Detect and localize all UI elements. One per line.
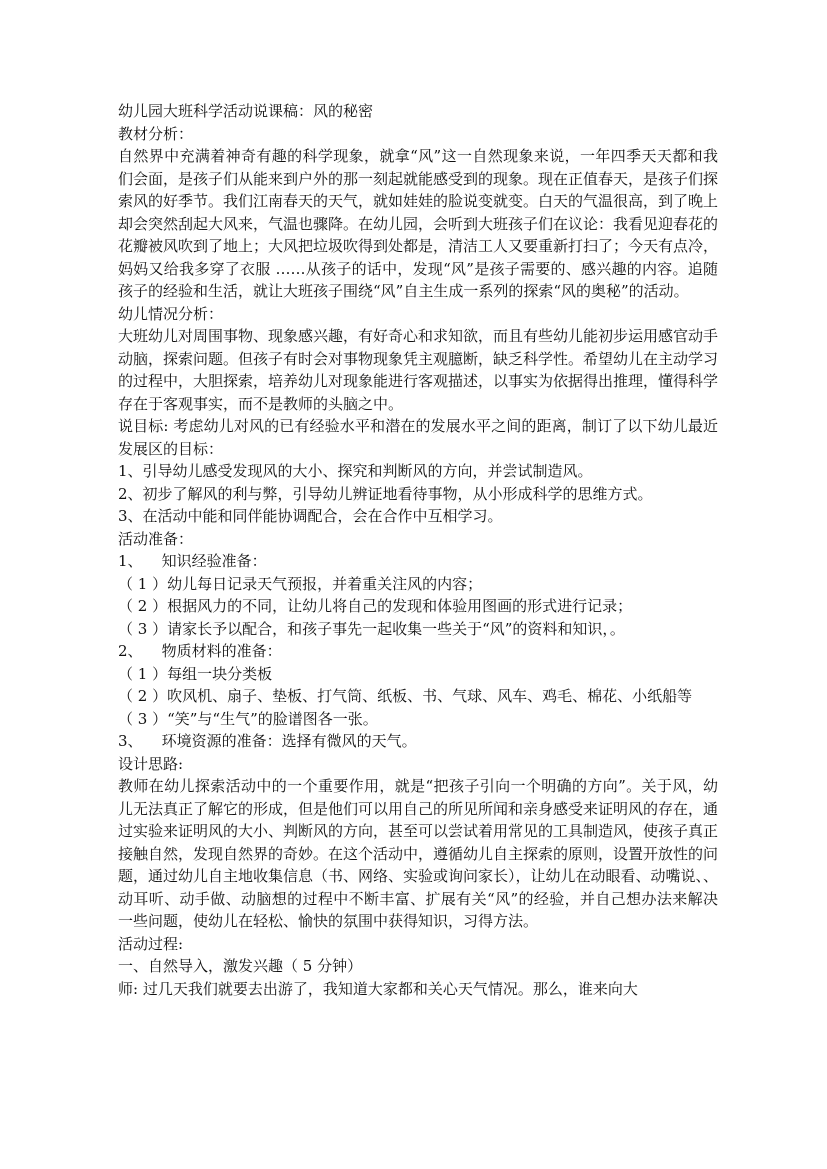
document-body xyxy=(118,100,718,1000)
prep-material-item: （ 3 ）“笑”与“生气”的脸谱图各一张。 xyxy=(118,709,378,728)
prep-knowledge-title: 1、 知识经验准备： xyxy=(118,552,267,570)
goal-item: 2、初步了解风的利与弊，引导幼儿辨证地看待事物，从小形成科学的思维方式。 xyxy=(118,484,653,503)
prep-material-item: （ 1 ）每组一块分类板 xyxy=(118,664,273,683)
goal-item: 1、引导幼儿感受发现风的大小、探究和判断风的方向，并尝试制造风。 xyxy=(118,462,593,480)
prep-environment: 3、 环境资源的准备：选择有微风的天气。 xyxy=(118,732,417,750)
prep-material-title: 2、 物质材料的准备： xyxy=(118,642,282,660)
section-paragraph-textbook: 自然界中充满着神奇有趣的科学现象，就拿“风”这一自然现象来说，一年四季天天都和我们会面，是孩子们从能来到户外的那一刻起就能感受到的现象。现在正值春天，是孩子们探索风的好季节。我们江南春天的天气，就如娃娃的脸说变就变。白天的气温很高，到了晚上却会突然刮起大风来，气温也骤降。在幼儿园，会听到大班孩子们在议论：我看见迎春花的花瓣被风吹到了地上；大风把垃圾吹得到处都是，清洁工人又要重新打扫了；今天有点冷，妈妈又给我多穿了衣服 ……从孩子的话中，发现“风”是孩子需要的、感兴趣的内容。追随孩子的经验和生活，就让大班孩子围绕“风”自主生成一系列的探索“风的奥秘”的活动。 xyxy=(118,147,719,300)
prep-knowledge-item: （ 1 ）幼儿每日记录天气预报，并着重关注风的内容； xyxy=(118,574,483,593)
goals-intro: 说目标: 考虑幼儿对风的已有经验水平和潜在的发展水平之间的距离，制订了以下幼儿最近发展区的目标： xyxy=(118,417,718,458)
document-title: 幼儿园大班科学活动说课稿：风的秘密 xyxy=(118,102,374,120)
prep-knowledge-item: （ 2 ）根据风力的不同，让幼儿将自己的发现和体验用图画的形式进行记录； xyxy=(118,597,633,615)
goal-item: 3、在活动中能和同伴能协调配合，会在合作中互相学习。 xyxy=(118,507,503,525)
section-paragraph-children: 大班幼儿对周围事物、现象感兴趣，有好奇心和求知欲，而且有些幼儿能初步运用感官动手动脑，探索问题。但孩子有时会对事物现象凭主观臆断，缺乏科学性。希望幼儿在主动学习的过程中，大胆探索，培养幼儿对现象能进行客观描述，以事实为依据得出推理，懂得科学存在于客观事实，而不是教师的头脑之中。 xyxy=(118,327,719,413)
section-heading-children: 幼儿情况分析： xyxy=(118,304,224,323)
prep-knowledge-item: （ 3 ）请家长予以配合，和孩子事先一起收集一些关于“风”的资料和知识，。 xyxy=(118,619,625,638)
prep-heading: 活动准备： xyxy=(118,529,194,548)
section-heading-textbook: 教材分析： xyxy=(118,124,194,143)
design-heading: 设计思路: xyxy=(118,754,184,773)
prep-material-item: （ 2 ）吹风机、扇子、垫板、打气筒、纸板、书、气球、风车、鸡毛、棉花、小纸船等 xyxy=(118,687,693,705)
process-heading: 活动过程: xyxy=(118,934,184,953)
step-title: 一、自然导入，激发兴趣（ 5 分钟） xyxy=(118,957,363,975)
step-text: 师: 过几天我们就要去出游了，我知道大家都和关心天气情况。那么，谁来向大 xyxy=(118,979,638,998)
design-paragraph: 教师在幼儿探索活动中的一个重要作用，就是“把孩子引向一个明确的方向”。关于风，幼儿无法真正了解它的形成，但是他们可以用自己的所见所闻和亲身感受来证明风的存在，通过实验来证明风的大小、判断风的方向，甚至可以尝试着用常见的工具制造风，使孩子真正接触自然，发现自然界的奇妙。在这个活动中，遵循幼儿自主探索的原则，设置开放性的问题，通过幼儿自主地收集信息（书、网络、实验或询问家长），让幼儿在动眼看、动嘴说、、动耳听、动手做、动脑想的过程中不断丰富、扩展有关“风”的经验，并自己想办法来解决一些问题，使幼儿在轻松、愉快的氛围中获得知识，习得方法。 xyxy=(118,777,719,930)
